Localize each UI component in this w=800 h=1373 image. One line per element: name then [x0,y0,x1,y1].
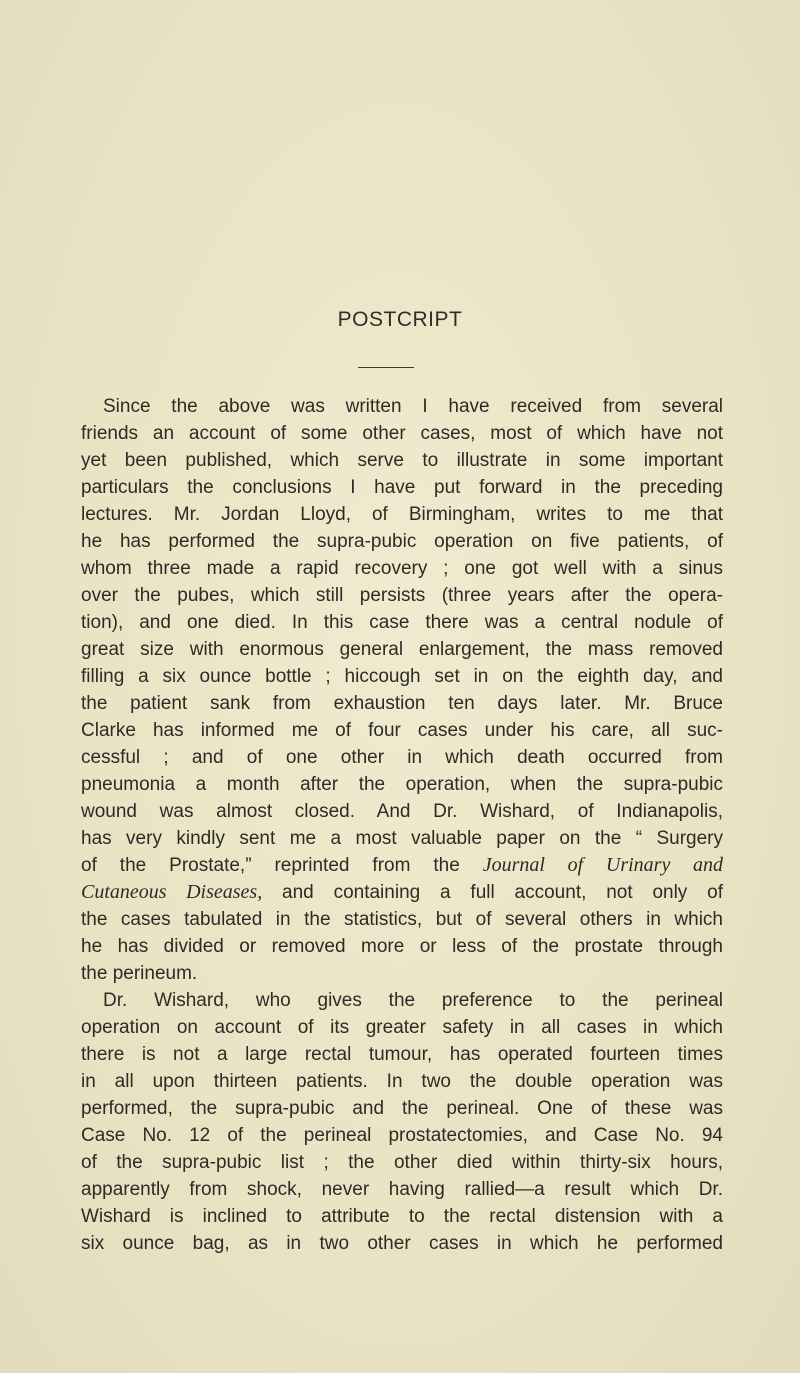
text-line: over the pubes, which still persists (three years after the opera- [81,585,723,606]
text-line: filling a six ounce bottle ; hiccough set in on the eighth day, and [81,666,723,687]
text-line: he has performed the supra-pubic operation on five patients, of [81,531,723,552]
text-line: the patient sank from exhaustion ten days later. Mr. Bruce [81,693,723,714]
title-divider [358,367,414,368]
text-line: of the supra-pubic list ; the other died within thirty-six hours, [81,1152,723,1173]
text-line-with-citation [81,852,723,879]
text-line: yet been published, which serve to illustrate in some important [81,450,723,471]
text-line: friends an account of some other cases, most of which have not [81,423,723,444]
text-line: six ounce bag, as in two other cases in which he performed [81,1233,723,1254]
text-line: he has divided or removed more or less of the prostate through [81,936,723,957]
text-line: the cases tabulated in the statistics, but of several others in which [81,909,723,930]
text-line: has very kindly sent me a most valuable paper on the “ Surgery [81,828,723,849]
text-line: pneumonia a month after the operation, when the supra-pubic [81,774,723,795]
text-line: great size with enormous general enlargement, the mass removed [81,639,723,660]
journal-title-part1: Journal of Urinary and [482,854,723,876]
text-line: Since the above was written I have received from several [103,396,723,417]
text-line: wound was almost closed. And Dr. Wishard, of Indianapolis, [81,801,723,822]
text-line: Wishard is inclined to attribute to the rectal distension with a [81,1206,723,1227]
text-line: whom three made a rapid recovery ; one got well with a sinus [81,558,723,579]
text-line: Clarke has informed me of four cases under his care, all suc- [81,720,723,741]
text-line: Dr. Wishard, who gives the preference to the perineal [103,990,723,1011]
page-title: POSTCRIPT [337,308,463,331]
text-line: tion), and one died. In this case there was a central nodule of [81,612,723,633]
text-segment: of the Prostate,” reprinted from the [81,855,483,876]
text-line: the perineum. [81,963,198,984]
text-line: cessful ; and of one other in which death occurred from [81,747,723,768]
text-line: particulars the conclusions I have put forward in the preceding [81,477,723,498]
text-line: Case No. 12 of the perineal prostatectomies, and Case No. 94 [81,1125,723,1146]
text-line: in all upon thirteen patients. In two the double operation was [81,1071,723,1092]
text-line: operation on account of its greater safety in all cases in which [81,1017,723,1038]
body-text [81,393,723,1257]
journal-title-part2: Cutaneous Diseases, [81,881,263,903]
text-segment: and containing a full account, not only of [262,882,723,903]
text-line: performed, the supra-pubic and the perineal. One of these was [81,1098,723,1119]
text-line: lectures. Mr. Jordan Lloyd, of Birmingham, writes to me that [81,504,723,525]
text-line: apparently from shock, never having rallied—a result which Dr. [81,1179,723,1200]
text-line: there is not a large rectal tumour, has operated fourteen times [81,1044,723,1065]
text-line-with-citation [81,879,723,906]
